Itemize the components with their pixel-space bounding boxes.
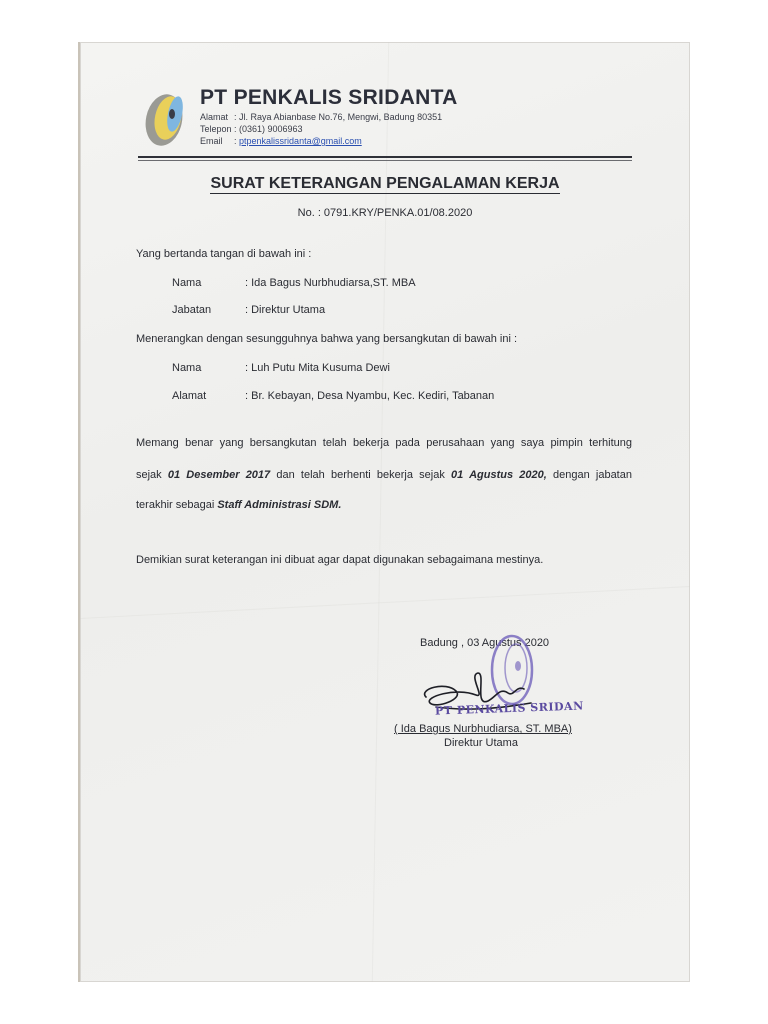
email-link[interactable]: ptpenkalissridanta@gmail.com: [239, 136, 362, 146]
company-address: Alamat : Jl. Raya Abianbase No.76, Mengwi, Badung 80351: [200, 112, 443, 122]
start-date: 01 Desember 2017: [167, 469, 271, 481]
letter-paper: [80, 42, 690, 982]
place-date: Badung , 03 Agustus 2020: [420, 637, 550, 649]
signer-position-value: : Direktur Utama: [245, 304, 326, 316]
body-line-2: sejak 01 Desember 2017 dan telah berhenti bekerja sejak 01 Agustus 2020, dengan jabatan: [136, 469, 632, 481]
employee-address-label: Alamat: [172, 390, 207, 402]
last-position: Staff Administrasi SDM.: [217, 499, 342, 511]
closing-text: Demikian surat keterangan ini dibuat agar dapat digunakan sebagaimana mestinya.: [136, 554, 544, 566]
header-divider-thin: [138, 160, 632, 161]
intro-text: Yang bertanda tangan di bawah ini :: [136, 248, 312, 260]
paper-crease: [80, 586, 689, 619]
statement-text: Menerangkan dengan sesungguhnya bahwa yang bersangkutan di bawah ini :: [136, 333, 518, 345]
signer-name-label: Nama: [172, 277, 202, 289]
company-name: PT PENKALIS SRIDANTA: [200, 86, 458, 109]
company-logo: [142, 84, 192, 150]
signer-title: Direktur Utama: [444, 737, 518, 749]
handwritten-signature: [416, 667, 536, 727]
body-line-3: terakhir sebagai Staff Administrasi SDM.: [136, 499, 342, 511]
letter-number: No. : 0791.KRY/PENKA.01/08.2020: [297, 207, 473, 219]
stamp-text: PT PENKALIS SRIDAN: [434, 699, 584, 718]
header-divider: [138, 156, 632, 158]
signer-name: ( Ida Bagus Nurbhudiarsa, ST. MBA): [394, 723, 572, 735]
company-phone: Telepon : (0361) 9006963: [200, 124, 303, 134]
employee-name-value: : Luh Putu Mita Kusuma Dewi: [245, 362, 390, 374]
company-email: Email : ptpenkalissridanta@gmail.com: [200, 136, 362, 146]
end-date: 01 Agustus 2020,: [451, 469, 547, 481]
letter-title: SURAT KETERANGAN PENGALAMAN KERJA: [210, 175, 560, 192]
employee-address-value: : Br. Kebayan, Desa Nyambu, Kec. Kediri, Tabanan: [245, 390, 495, 402]
body-line-1: Memang benar yang bersangkutan telah bekerja pada perusahaan yang saya pimpin terhitung: [136, 437, 632, 449]
signer-name-value: : Ida Bagus Nurbhudiarsa,ST. MBA: [245, 277, 416, 289]
employee-name-label: Nama: [172, 362, 202, 374]
signer-position-label: Jabatan: [172, 304, 212, 316]
